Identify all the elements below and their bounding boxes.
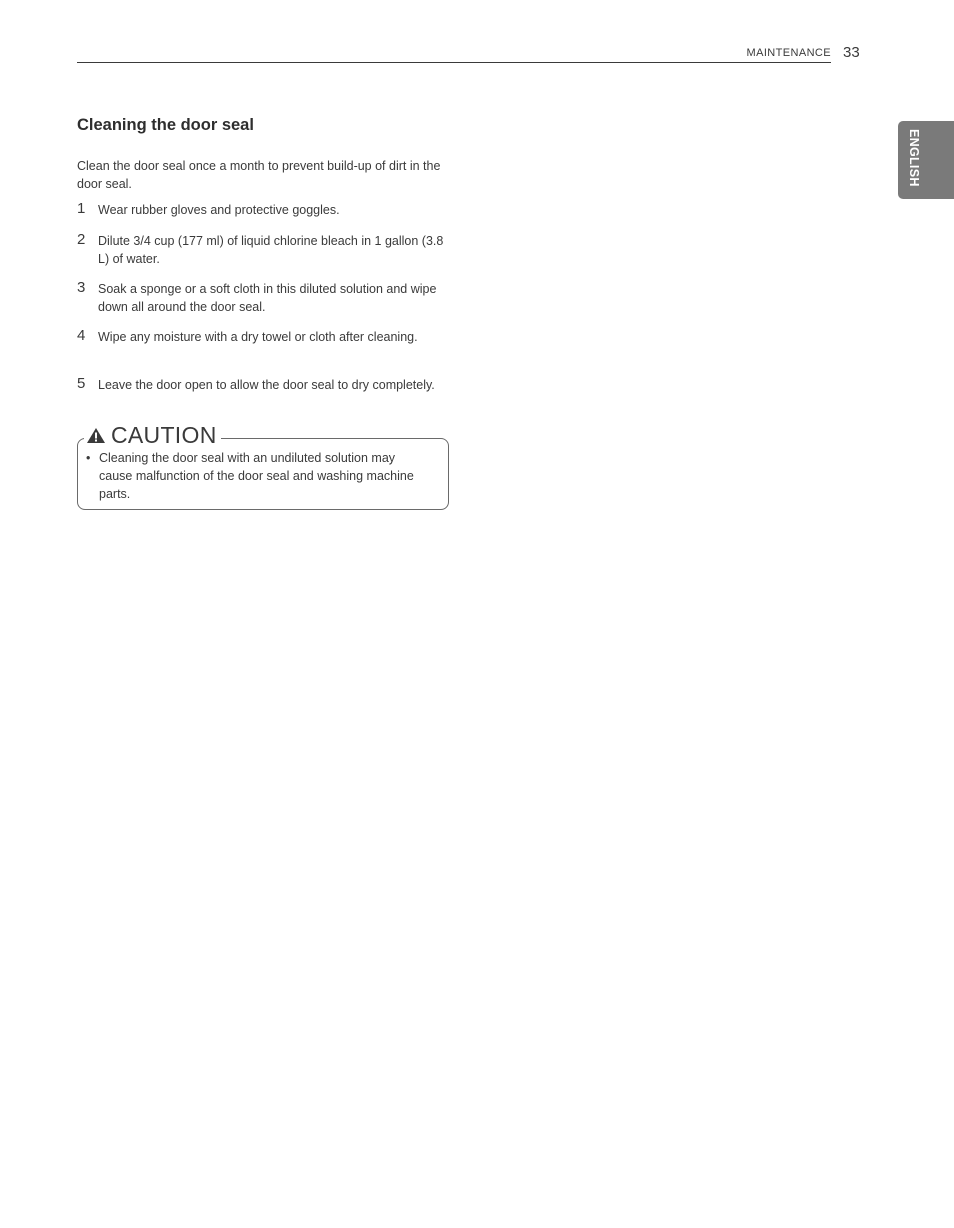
- step-text: Wear rubber gloves and protective goggles.: [98, 203, 340, 217]
- intro-paragraph: Clean the door seal once a month to prevent build-up of dirt in the door seal.: [77, 159, 441, 191]
- step-item: [77, 328, 452, 346]
- step-text: Soak a sponge or a soft cloth in this diluted solution and wipe down all around the door seal.: [98, 282, 437, 314]
- caution-title: CAUTION: [111, 422, 217, 448]
- section-title: Cleaning the door seal: [77, 116, 254, 134]
- caution-list-item: [86, 449, 431, 503]
- step-number: 3: [77, 279, 86, 296]
- step-text: Leave the door open to allow the door seal to dry completely.: [98, 378, 435, 392]
- step-item: [77, 232, 452, 268]
- caution-box: [77, 422, 449, 510]
- caution-text: Cleaning the door seal with an undiluted solution may cause malfunction of the door seal and washing machine parts.: [99, 451, 414, 501]
- header-rule: [77, 62, 831, 63]
- caution-header: [84, 422, 221, 449]
- bullet-icon: •: [86, 451, 91, 465]
- step-number: 4: [77, 327, 86, 344]
- language-tab-label: ENGLISH: [907, 129, 921, 187]
- page-number: 33: [843, 44, 860, 61]
- step-number: 5: [77, 375, 86, 392]
- step-item: [77, 376, 452, 394]
- step-text: Dilute 3/4 cup (177 ml) of liquid chlorine bleach in 1 gallon (3.8 L) of water.: [98, 234, 444, 266]
- header-section-label: MAINTENANCE: [746, 47, 831, 59]
- language-tab: [898, 121, 954, 199]
- warning-triangle-icon: [86, 427, 111, 444]
- step-item: [77, 201, 452, 219]
- step-number: 1: [77, 200, 86, 217]
- step-item: [77, 280, 452, 316]
- step-number: 2: [77, 231, 86, 248]
- step-text: Wipe any moisture with a dry towel or cloth after cleaning.: [98, 330, 418, 344]
